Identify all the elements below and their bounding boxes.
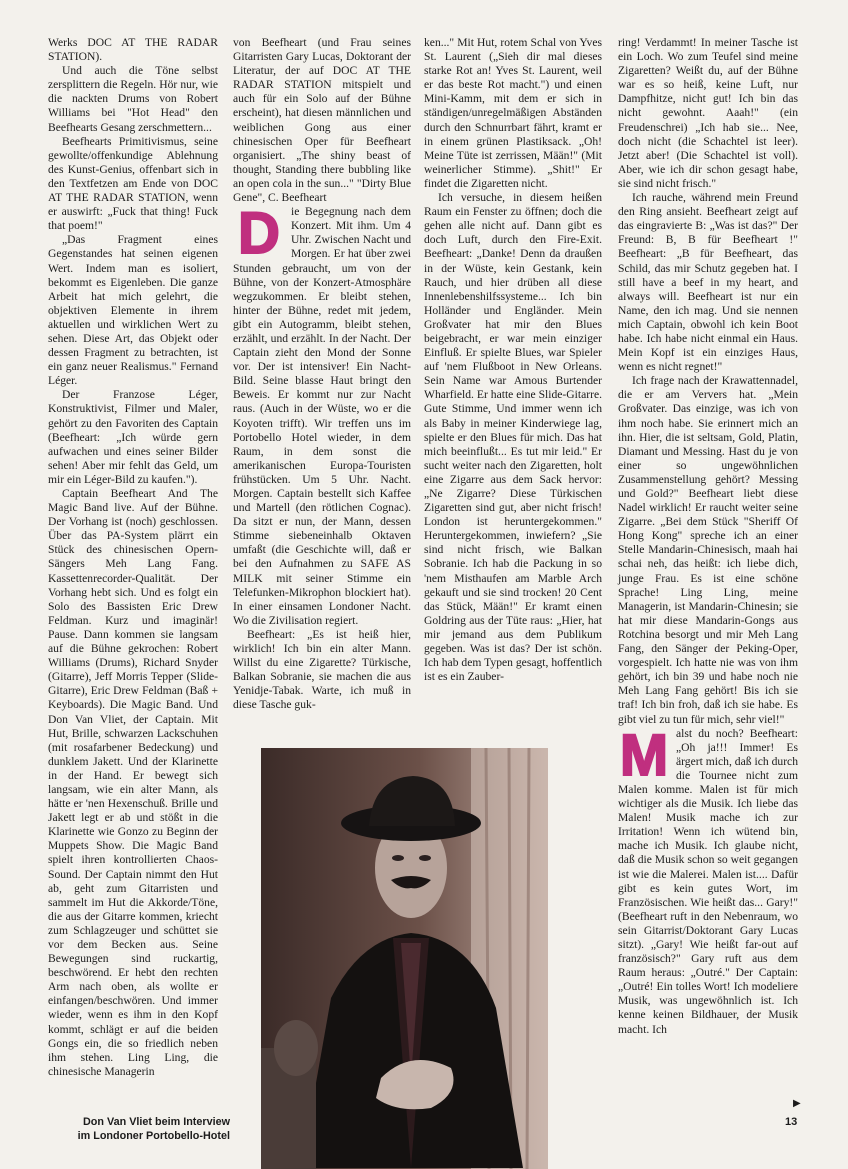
photo-caption: [60, 1116, 230, 1143]
continue-arrow-icon: ▶: [793, 1098, 801, 1109]
article-column-3: [424, 36, 602, 684]
article-column-1: [48, 36, 218, 1079]
caption-line: im Londoner Portobello-Hotel: [77, 1129, 230, 1142]
paragraph: ie Begegnung nach dem Konzert. Mit ihm. Um 4 Uhr. Zwischen Nacht und Morgen. Er hat über zwei Stunden gebraucht, um von der Bühne, von der Konzert-Atmosphäre wegzukommen. Er bleibt stehen, hinter der Bühne, redet mit jedem, gibt ein Autogramm, bleibt stehen, erzählt, und erzählt. In der Nacht. Der Captain zieht den Mond der Sonne vor. Der ist intensiver! Ein Nacht-Bild. Seine blasse Haut bringt den Beweis. Er kommt nur zur Nacht raus. (Auch in der Wüste, wo er die Koyoten trifft). Wir treffen uns im Portobello Hotel wieder, in dem Raum, in dem sonst die amerikanischen Europa-Touristen frühstücken. Um 5 Uhr. Nacht. Morgen. Captain bestellt sich Kaffee und Martell (den rötlichen Cognac). Da sitzt er nun, der Mann, dessen Stimme siebeneinhalb Oktaven umfaßt (die Geschichte will, daß er bei den Aufnahmen zu SAFE AS MILK mit seiner Stimme ein Telefunken-Mikrophon blockiert hat). In einer einsamen Londoner Nacht. Wo die Zivilisation regiert.: [233, 205, 411, 627]
paragraph: ring! Verdammt! In meiner Tasche ist ein Loch. Wo zum Teufel sind meine Zigaretten? Weißt du, auf der Bühne war es so heiß, keine Luft, nur Dampfhitze, nicht gut! Ich bin das nicht gewohnt. Aaah!" (ein Freudenschrei) „Ich hab sie... Nee, doch nicht (die Schachtel ist leer). Jetzt aber! (Die Schachtel ist voll). Aber, wie ich dir schon gesagt habe, sie sind nicht frisch.": [618, 36, 798, 190]
paragraph: alst du noch? Beefheart: „Oh ja!!! Immer! Es ärgert mich, daß ich durch die Tournee nicht zum Malen komme. Malen ist für mich wichtiger als die Musik. Ich liebe das Malen! Musik mache ich zur Irritation! Wenn ich wütend bin, mache ich Musik. Ich glaube nicht, daß die Musik schon so weit gegangen ist wie die Malerei. Malen ist.... Dafür gibt es kein gutes Wort, im Französischen. Wie heißt das... Gary!" (Beefheart ruft in den Nebenraum, wo sein Gitarrist/Doktorant Gary Lucas sitzt). „Gary! Wie heißt far-out auf französisch?" Gary ruft aus dem Raum heraus: „Outré." Der Captain: „Outré! Ein tolles Wort! Ich modeliere Musik, was ungewöhnlich ist. Ich kenne keinen Bildhauer, der Musik macht. Ich: [618, 726, 798, 1036]
paragraph: Beefhearts Primitivismus, seine gewollte/offenkundige Ablehnung des Kunst-Genius, offenbart sich in den Textfetzen am Ende von DOC AT THE RADAR STATION, wenn er auswirft: „Fuck that thing! Fuck that poem!": [48, 134, 218, 233]
paragraph: Und auch die Töne selbst zersplittern die Regeln. Hör nur, wie die nackten Drums von Robert Williams bei "Hot Head" den Beefhearts Gesang zerschmettern...: [48, 64, 218, 134]
caption-line: Don Van Vliet beim Interview: [83, 1116, 230, 1128]
paragraph: Ich frage nach der Krawattennadel, die er am Ververs hat. „Mein Großvater. Das einzige, was ich von ihm noch habe. Sie erinnert mich an ihn. Hier, die ist seltsam, Gold, Platin, Diamant und Messing. Hast du je von einer so ungewöhnlichen Zusammenstellung gehört? Messing und Gold?" Beefheart liebt diese Nadel wirklich! Er raucht weiter seine Zigarre. „Bei dem Stück "Sheriff Of Hong Kong" spreche ich an einer Stelle Mandarin-Chinesisch, maah hai schai neh, das heißt: ich liebe dich, junge Frau. Es ist eine schöne Sprache! Ling Ling, meine Managerin, ist Mandarin-Chinesin; sie hat mir diese Mandarin-Gongs aus Rotchina besorgt und mir Meh Lang Fang, den Sänger der Peking-Oper, vorgespielt. Ich hatte nie was von ihm gehört, ich bin 39 und habe noch nie Meh Lang Fang gehört! Bis ich sie traf! Ich bin froh, daß ich sie habe. Es gibt viel zu tun für mich, sehr viel!": [618, 374, 798, 726]
article-column-4: [618, 36, 798, 1037]
page-number-value: 13: [785, 1116, 798, 1128]
article-column-2: [233, 36, 411, 713]
photo-illustration: [261, 748, 548, 1169]
paragraph: ken..." Mit Hut, rotem Schal von Yves St. Laurent („Sieh dir mal dieses starke Rot an! Yves St. Laurent, weil er das beste Rot macht.") und einen Mini-Kamm, mit dem er sich in ständigen/unregelmäßigen Abständen durch den Schnurrbart fährt, kramt er in einem grünen Plastiksack. „Oh! Meine Tüte ist zerrissen, Mään!" (Mit weinerlicher Stimme). „Shit!" Er findet die Zigaretten nicht.: [424, 36, 602, 190]
paragraph: Ich rauche, während mein Freund den Ring ansieht. Beefheart zeigt auf das eingravierte B: „Was ist das?" Der Freund: B, B für Beefheart !" Beefheart: „B für Beefheart, das Schild, das mir Schutz gegeben hat. I still have a beef in my heart, and always will. Beefheart ist nur ein Name, den ich mag. Und sie nennen mich Captain, obwohl ich kein Boot habe. Ich habe nicht einmal ein Haus. Mein Kopf ist ein einziges Haus, wenn es nicht regnet!": [618, 191, 798, 374]
paragraph: Beefheart: „Es ist heiß hier, wirklich! Ich bin ein alter Mann. Willst du eine Zigarette? Türkische, Balkan Sobranie, sie machen die aus Yenidje-Tabak. Warte, ich muß in diese Tasche guk-: [233, 627, 411, 712]
drop-cap-m: M: [619, 722, 669, 788]
portrait-photo: [261, 748, 548, 1169]
page-number: [785, 1116, 797, 1128]
drop-cap-d: D: [238, 201, 280, 267]
paragraph: „Das Fragment eines Gegenstandes hat seinen eigenen Wert. Indem man es isoliert, bekommt es Eigenleben. Die ganze Arbeit hat mich gelehrt, die objektiven Elemente in ihrem aktuellen und wirklichen Wert zu sehen. Diese Art, das Objekt oder dessen Fragment zu betrachten, ist ein ganz neuer Realismus." Fernand Léger.: [48, 233, 218, 388]
paragraph: von Beefheart (und Frau seines Gitarristen Gary Lucas, Doktorant der Literatur, der auf DOC AT THE RADAR STATION mitspielt und auch für ein Solo auf der Bühne erscheint), hat diesen männlichen und weiblichen Gong aus einer chinesischen Oper für Beefheart organisiert. „The shiny beast of thought, Standing there bubbling like an open cola in the sun..." "Dirty Blue Gene", C. Beefheart: [233, 36, 411, 205]
paragraph: Der Franzose Léger, Konstruktivist, Filmer und Maler, gehört zu den Favoriten des Captain (Beefheart: „Ich würde gern aufwachen und eines seiner Bilder sehen! Aber mir fehlt das Geld, um mir ein Léger-Bild zu kaufen.").: [48, 388, 218, 486]
paragraph: Werks DOC AT THE RADAR STATION).: [48, 36, 218, 64]
paragraph: Ich versuche, in diesem heißen Raum ein Fenster zu öffnen; doch die gehen alle nicht auf. Dann gibt es doch Luft, durch den Fire-Exit. Beefheart: „Danke! Denn da draußen in der Wüste, kein Gestank, kein Rauch, und hier drüben all diese Innenlebenshilfssysteme... Ich bin Holländer und Engländer. Mein Großvater hat mir den Blues beigebracht, er war mein einziger Einfluß. Er spielte Blues, war Spieler auf 'nem Flußboot in New Orleans. Sein Name war Amous Burtender Wharfield. Er hatte eine Slide-Gitarre. Gute Stimme, Und immer wenn ich als Baby in meiner Kinderwiege lag, spielte er den Blues für mich. Das hat mich beeinflußt... Es tut mir leid." Er sucht weiter nach den Zigaretten, holt eine Zigarre aus dem Sack hervor: „Ne Zigarre? Diese Türkischen Zigaretten sind gut, aber nicht frisch! London ist heruntergekommen." Heruntergekommen, inwiefern? „Sie sind nicht frisch, wie Balkan Sobranie. Ich hab die Packung in so 'nem Misthaufen am Marble Arch gekauft und sie sind trocken! 20 Cent das Stück, Mään!" Er kramt einen Goldring aus der Tüte raus: „Hier, hat mir jemand aus dem Publikum gegeben. Was ist das? Der ist schön. Ich hab dem Typen gesagt, hoffentlich ist es ein Zauber-: [424, 191, 602, 684]
paragraph: Captain Beefheart And The Magic Band live. Auf der Bühne. Der Vorhang ist (noch) geschlossen. Über das PA-System plärrt ein Stück des chinesischen Opern-Sängers Meh Lang Fang. Kassettenrecorder-Qualität. Der Vorhang hebt sich. Und es folgt ein Solo des Bassisten Eric Drew Feldman. Kurz und imaginär! Pause. Dann kommen sie langsam auf die Bühne gekrochen: Robert Williams (Drums), Richard Snyder (Gitarre), Jeff Morris Tepper (Slide-Gitarre), Eric Drew Feldman (Baß + Keyboards). Die Magic Band. Und Don Van Vliet, der Captain. Mit Hut, Brille, schwarzen Lackschuhen (mit rosafarbener Bedeckung) und dunklem Jakett. Und der Klarinette in der Hand. Er bewegt sich langsam, wie ein alter Mann, als hätte er 'nen Hexenschuß. Brille und Jakett legt er ab und stößt in die Klarinette wie Gonzo zu Beginn der Muppets Show. Die Magic Band spielt ihren kontrollierten Chaos-Sound. Der Captain nimmt den Hut ab, geht zum Gitarristen und sammelt im Hut die Akkorde/Töne, die aus der Gitarre kommen, kriecht zum Schlagzeuger und schüttet sie vor dem Becken aus. Seine Bewegungen sind ruckartig, beschwörend. Er hebt den rechten Arm nach oben, als wollte er einfangen/beschwören. Und immer wieder, wenn es ihm in den Kopf kommt, schlägt er auf die beiden Gongs ein, die so friedlich neben ihm stehen. Ling Ling, die chinesische Managerin: [48, 487, 218, 1078]
